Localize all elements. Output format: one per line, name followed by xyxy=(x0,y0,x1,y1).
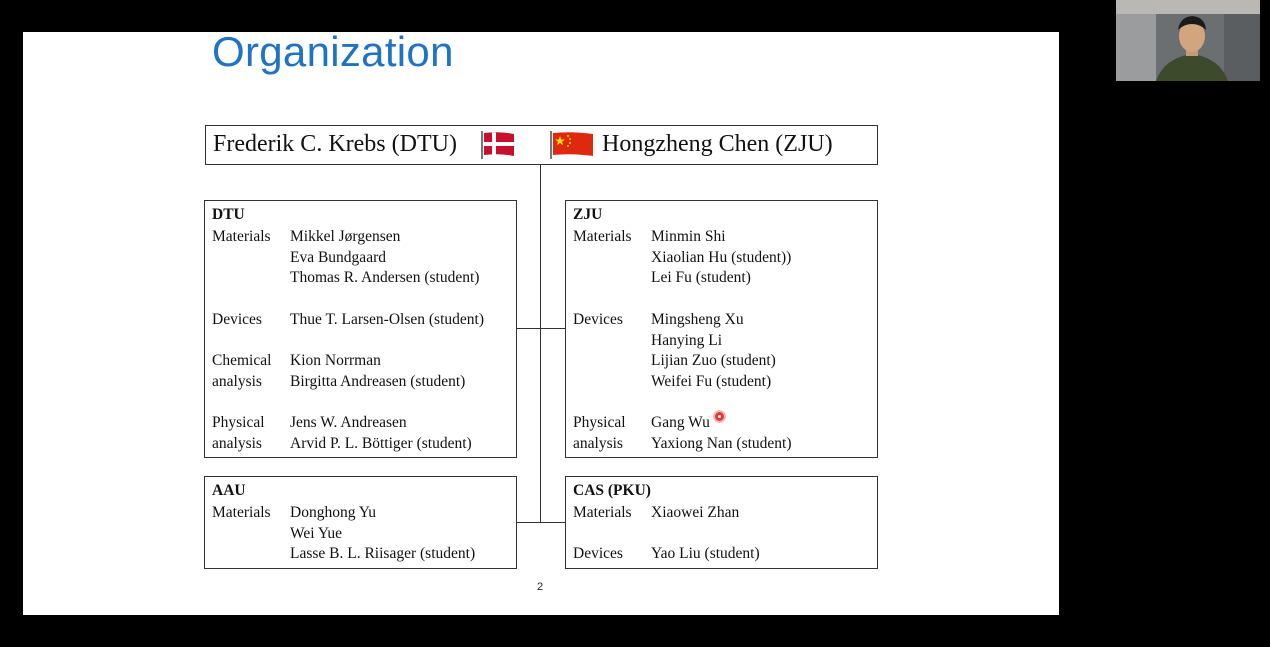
zju-member: Mingsheng Xu xyxy=(651,311,744,328)
cas-member: Yao Liu (student) xyxy=(651,545,760,562)
dtu-member: Eva Bundgaard xyxy=(290,249,386,266)
presenter-video-icon xyxy=(1116,0,1260,81)
zju-category: analysis xyxy=(573,435,623,452)
dtu-team-box xyxy=(204,200,517,458)
aau-member: Donghong Yu xyxy=(290,504,376,521)
dtu-member: Kion Norrman xyxy=(290,352,381,369)
cas-heading: CAS (PKU) xyxy=(573,482,651,499)
connector-upper xyxy=(516,328,565,329)
cas-member: Xiaowei Zhan xyxy=(651,504,740,521)
cas-category: Devices xyxy=(573,545,623,562)
dtu-member: Thomas R. Andersen (student) xyxy=(290,269,480,286)
zju-member: Weifei Fu (student) xyxy=(651,373,772,390)
cas-category: Materials xyxy=(573,504,632,521)
laser-pointer-icon xyxy=(715,412,724,421)
lead-dtu-name: Frederik C. Krebs (DTU) xyxy=(213,131,457,157)
zju-member: Xiaolian Hu (student)) xyxy=(651,249,792,266)
dtu-member: Jens W. Andreasen xyxy=(290,414,407,431)
connector-vertical xyxy=(540,165,541,523)
project-leads-box xyxy=(205,125,878,165)
dtu-category: Materials xyxy=(212,228,271,245)
dtu-member: Thue T. Larsen-Olsen (student) xyxy=(290,311,484,328)
dtu-member: Mikkel Jørgensen xyxy=(290,228,401,245)
zju-member: Lei Fu (student) xyxy=(651,269,751,286)
dtu-member: Birgitta Andreasen (student) xyxy=(290,373,466,390)
zju-category: Devices xyxy=(573,311,623,328)
aau-member: Lasse B. L. Riisager (student) xyxy=(290,545,476,562)
dtu-category: Devices xyxy=(212,311,262,328)
connector-lower xyxy=(516,522,565,523)
cas-team-box xyxy=(565,476,878,569)
dtu-category: analysis xyxy=(212,373,262,390)
denmark-flag-icon xyxy=(481,131,515,159)
china-flag-icon xyxy=(550,131,594,159)
dtu-category: Chemical xyxy=(212,352,272,369)
aau-team-box xyxy=(204,476,517,569)
dtu-category: analysis xyxy=(212,435,262,452)
lead-zju-name: Hongzheng Chen (ZJU) xyxy=(602,131,833,157)
presenter-webcam-thumbnail[interactable] xyxy=(1116,0,1260,81)
zju-member: Yaxiong Nan (student) xyxy=(651,435,792,452)
zju-member: Minmin Shi xyxy=(651,228,726,245)
slide-title: Organization xyxy=(212,28,454,75)
dtu-member: Arvid P. L. Böttiger (student) xyxy=(290,435,472,452)
aau-category: Materials xyxy=(212,504,271,521)
dtu-heading: DTU xyxy=(212,206,245,223)
zju-member: Lijian Zuo (student) xyxy=(651,352,776,369)
zju-heading: ZJU xyxy=(573,206,603,223)
zju-category: Materials xyxy=(573,228,632,245)
dtu-category: Physical xyxy=(212,414,265,431)
zju-member: Gang Wu xyxy=(651,414,710,431)
zju-member: Hanying Li xyxy=(651,332,723,349)
zju-category: Physical xyxy=(573,414,626,431)
slide-page-number: 2 xyxy=(537,581,544,593)
aau-member: Wei Yue xyxy=(290,525,342,542)
aau-heading: AAU xyxy=(212,482,246,499)
presentation-slide xyxy=(23,28,1059,615)
